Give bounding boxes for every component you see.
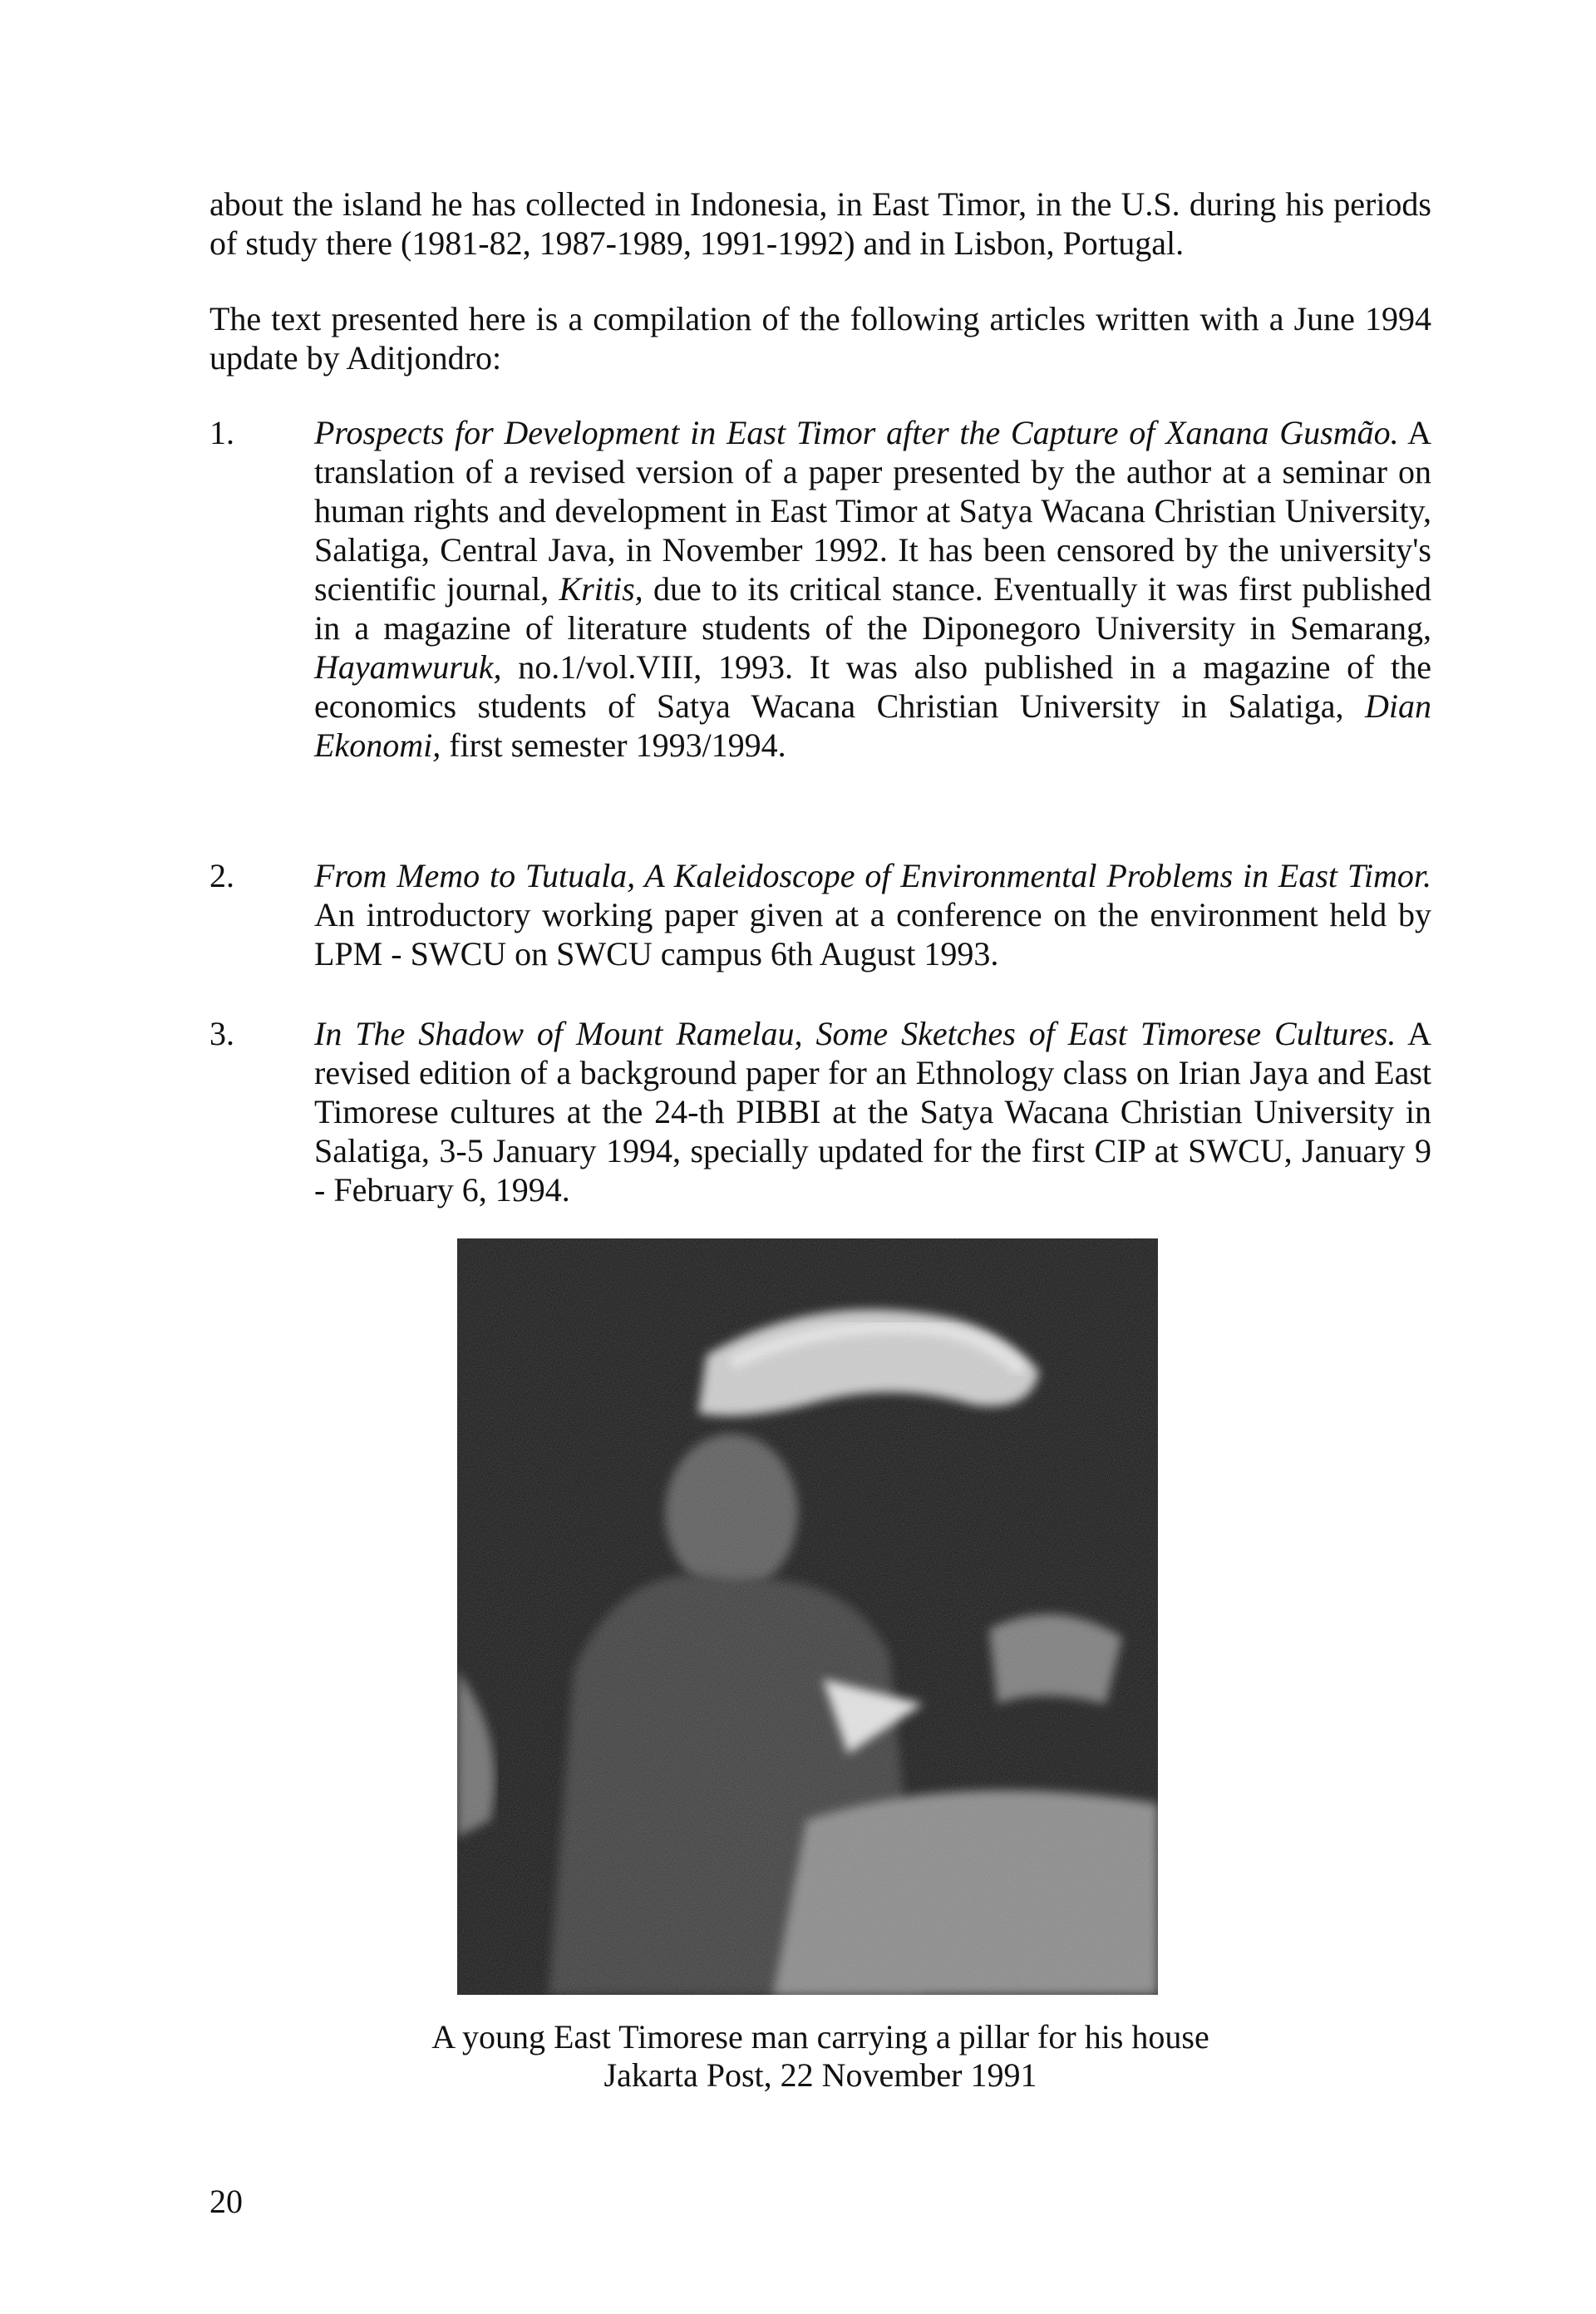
- article-number: 3.: [209, 1015, 234, 1052]
- article-text: A revised edition of a background paper for an Ethnology class on Irian Jaya and East Timorese cultures at the 24-th PIBBI at the Satya Wacana Christian University in Salatiga, 3-5 January 1994, specially updated for the first CIP at SWCU, January 9 - February 6, 1994.: [314, 1015, 1431, 1209]
- journal-name: Kritis,: [559, 570, 643, 608]
- article-title: In The Shadow of Mount Ramelau, Some Sketches of East Timorese Cultures.: [314, 1015, 1396, 1052]
- article-text: An introductory working paper given at a conference on the environment held by LPM - SWCU on SWCU campus 6th August 1993.: [314, 896, 1431, 972]
- article-body: [314, 856, 1431, 973]
- article-text: no.1/vol.VIII, 1993. It was also published in a magazine of the economics students of Satya Wacana Christian University in Salatiga,: [314, 648, 1431, 725]
- article-title: From Memo to Tutuala, A Kaleidoscope of Environmental Problems in East Timor.: [314, 857, 1431, 894]
- article-item-2: [209, 856, 1431, 973]
- article-text: first semester 1993/1994.: [441, 726, 786, 764]
- photograph: [457, 1238, 1158, 1995]
- compilation-paragraph: The text presented here is a compilation of the following articles written with a June 1994 update by Aditjondro:: [209, 300, 1431, 377]
- journal-name: Dian Ekonomi,: [314, 687, 1431, 764]
- article-body: [314, 1014, 1431, 1209]
- article-item-3: [209, 1014, 1431, 1209]
- journal-name: Hayamwuruk,: [314, 648, 502, 686]
- page-number: 20: [209, 2183, 243, 2220]
- article-text: due to its critical stance. Eventually it was first published in a magazine of literature students of the Diponegoro University in Semarang,: [314, 570, 1431, 647]
- figure-caption-source: Jakarta Post, 22 November 1991: [603, 2056, 1037, 2094]
- article-body: [314, 413, 1431, 765]
- article-number: 2.: [209, 857, 234, 894]
- article-number: 1.: [209, 414, 234, 451]
- article-item-1: [209, 413, 1431, 765]
- article-text: A translation of a revised version of a paper presented by the author at a seminar on human rights and development in East Timor at Satya Wacana Christian University, Salatiga, Central Java, in November 1992. It has been censored by the university's scientific journal,: [314, 414, 1431, 608]
- intro-paragraph: about the island he has collected in Indonesia, in East Timor, in the U.S. during his periods of study there (1981-82, 1987-1989, 1991-1992) and in Lisbon, Portugal.: [209, 185, 1431, 262]
- figure-caption-title: A young East Timorese man carrying a pillar for his house: [431, 2018, 1209, 2056]
- photo-illustration: [457, 1238, 1158, 1995]
- article-title: Prospects for Development in East Timor after the Capture of Xanana Gusmão.: [314, 414, 1399, 451]
